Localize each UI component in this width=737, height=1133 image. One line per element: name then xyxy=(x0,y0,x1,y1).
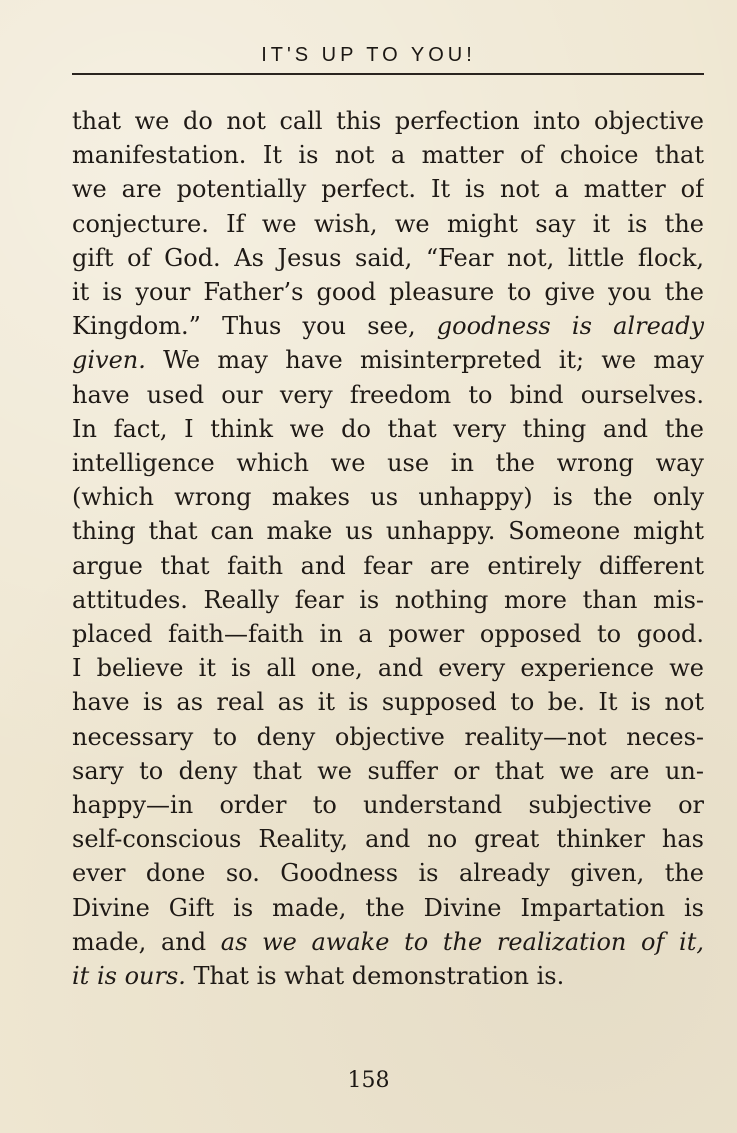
text-line xyxy=(72,378,704,412)
text-run: necessary to deny objective reality—not neces- xyxy=(72,722,704,751)
text-run: intelligence which we use in the wrong way xyxy=(72,449,704,478)
text-line xyxy=(72,720,704,754)
header-rule xyxy=(72,73,704,75)
text-run: gift of God. As Jesus said, “Fear not, little flock, xyxy=(72,243,704,272)
text-line xyxy=(72,138,704,172)
text-run: argue that faith and fear are entirely different xyxy=(72,551,704,580)
text-line xyxy=(72,549,704,583)
text-run: I believe it is all one, and every experience we xyxy=(72,654,704,683)
text-run: happy—in order to understand subjective or xyxy=(72,791,704,820)
text-line xyxy=(72,617,704,651)
text-run: In fact, I think we do that very thing and the xyxy=(72,414,704,443)
text-line xyxy=(72,207,704,241)
text-run: sary to deny that we suffer or that we are un- xyxy=(72,756,704,785)
text-run: (which wrong makes us unhappy) is the only xyxy=(72,483,704,512)
text-run: conjecture. If we wish, we might say it is the xyxy=(72,209,704,238)
text-run: self-conscious Reality, and no great thinker has xyxy=(72,825,704,854)
text-run: we are potentially perfect. It is not a matter of xyxy=(72,175,704,204)
text-run: ever done so. Goodness is already given, the xyxy=(72,859,704,888)
text-line xyxy=(72,480,704,514)
page-number: 158 xyxy=(347,1068,390,1093)
running-head: IT'S UP TO YOU! xyxy=(261,44,476,66)
text-line xyxy=(72,788,704,822)
text-line xyxy=(72,925,704,959)
italic-text: goodness is already xyxy=(436,312,704,341)
text-line xyxy=(72,754,704,788)
text-line xyxy=(72,583,704,617)
text-line xyxy=(72,651,704,685)
text-run: that we do not call this perfection into objective xyxy=(72,107,704,135)
text-run: That is what demonstration is. xyxy=(185,962,565,991)
text-line xyxy=(72,856,704,890)
text-line xyxy=(72,514,704,548)
text-run: it is your Father’s good pleasure to give you the xyxy=(72,278,704,307)
text-line xyxy=(72,446,704,480)
text-run: made, and xyxy=(72,927,221,956)
text-run: thing that can make us unhappy. Someone might xyxy=(72,517,704,546)
text-run: have used our very freedom to bind ourselves. xyxy=(72,380,704,409)
text-run: attitudes. Really fear is nothing more than mis- xyxy=(72,585,704,614)
italic-text: it is ours. xyxy=(72,962,186,991)
text-line xyxy=(72,104,704,138)
text-line xyxy=(72,685,704,719)
italic-text: given. xyxy=(72,346,146,375)
text-line xyxy=(72,309,704,343)
text-line xyxy=(72,275,704,309)
text-line xyxy=(72,891,704,925)
text-line xyxy=(72,241,704,275)
text-run: Divine Gift is made, the Divine Impartation is xyxy=(72,893,704,922)
text-line xyxy=(72,172,704,206)
text-line xyxy=(72,822,704,856)
body-paragraph xyxy=(72,104,704,993)
italic-text: as we awake to the realization of it, xyxy=(220,927,704,956)
text-line xyxy=(72,959,704,993)
text-run: have is as real as it is supposed to be. It is not xyxy=(72,688,704,717)
text-run: We may have misinterpreted it; we may xyxy=(145,346,704,375)
text-line xyxy=(72,412,704,446)
text-run: manifestation. It is not a matter of choice that xyxy=(72,141,704,170)
text-run: Kingdom.” Thus you see, xyxy=(72,312,437,341)
text-run: placed faith—faith in a power opposed to good. xyxy=(72,620,704,649)
text-line xyxy=(72,343,704,377)
